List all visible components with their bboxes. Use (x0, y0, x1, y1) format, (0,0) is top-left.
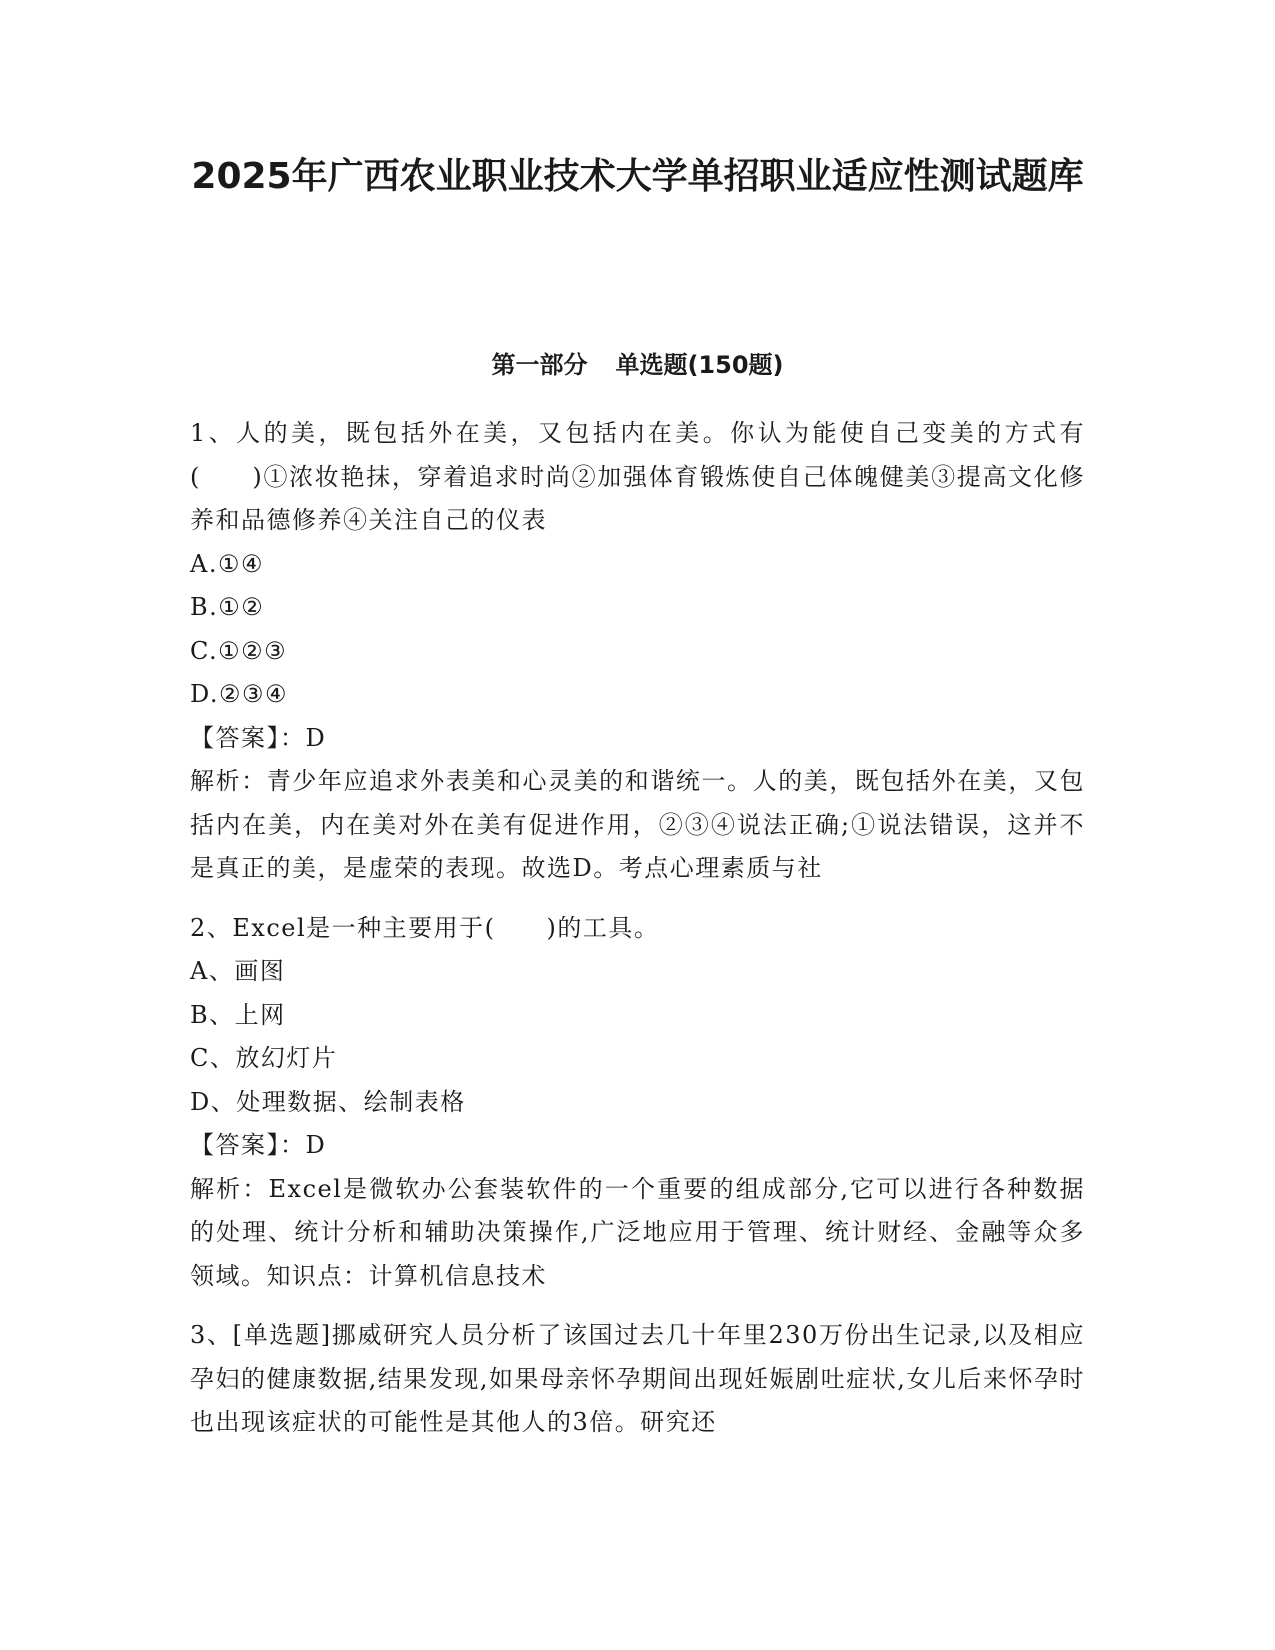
answer: 【答案】：D (190, 1131, 327, 1159)
question-stem: 2、Excel是一种主要用于( )的工具。 (190, 913, 660, 942)
option-b: B.①② (190, 593, 265, 621)
option-a: A.①④ (190, 549, 264, 578)
document-title: 2025年广西农业职业技术大学单招职业适应性测试题库 (191, 156, 1084, 197)
option-b: B、上网 (190, 1000, 286, 1029)
option-a: A、画图 (190, 957, 286, 985)
option-d: D.②③④ (190, 680, 289, 708)
option-c: C.①②③ (190, 636, 288, 665)
question-stem: 1、人的美，既包括外在美，又包括内在美。你认为能使自己变美的方式有( )①浓妆艳抹，穿着追求时尚②加强体育锻炼使自己体魄健美③提高文化修养和品德修养④关注自己的仪表 (190, 419, 1085, 534)
question-1 (190, 412, 1085, 891)
question-2 (190, 907, 1085, 1299)
analysis: 解析：Excel是微软办公套装软件的一个重要的组成部分,它可以进行各种数据的处理、统计分析和辅助决策操作,广泛地应用于管理、统计财经、金融等众多领域。知识点：计算机信息技术 (190, 1174, 1085, 1290)
section-part: 第一部分 (491, 351, 588, 379)
option-c: C、放幻灯片 (190, 1044, 338, 1072)
section-name: 单选题(150题) (615, 351, 784, 379)
section-heading (180, 349, 1095, 381)
question-list (190, 412, 1085, 1445)
question-stem: 3、[单选题]挪威研究人员分析了该国过去几十年里230万份出生记录,以及相应孕妇的健康数据,结果发现,如果母亲怀孕期间出现妊娠剧吐症状,女儿后来怀孕时也出现该症状的可能性是其他人的3倍。研究还 (190, 1321, 1085, 1436)
answer: 【答案】：D (190, 723, 327, 752)
analysis: 解析：青少年应追求外表美和心灵美的和谐统一。人的美，既包括外在美，又包括内在美，内在美对外在美有促进作用，②③④说法正确;①说法错误，这并不是真正的美，是虚荣的表现。故选D。考点心理素质与社 (190, 767, 1085, 882)
option-d: D、处理数据、绘制表格 (190, 1087, 466, 1116)
question-3 (190, 1314, 1085, 1445)
